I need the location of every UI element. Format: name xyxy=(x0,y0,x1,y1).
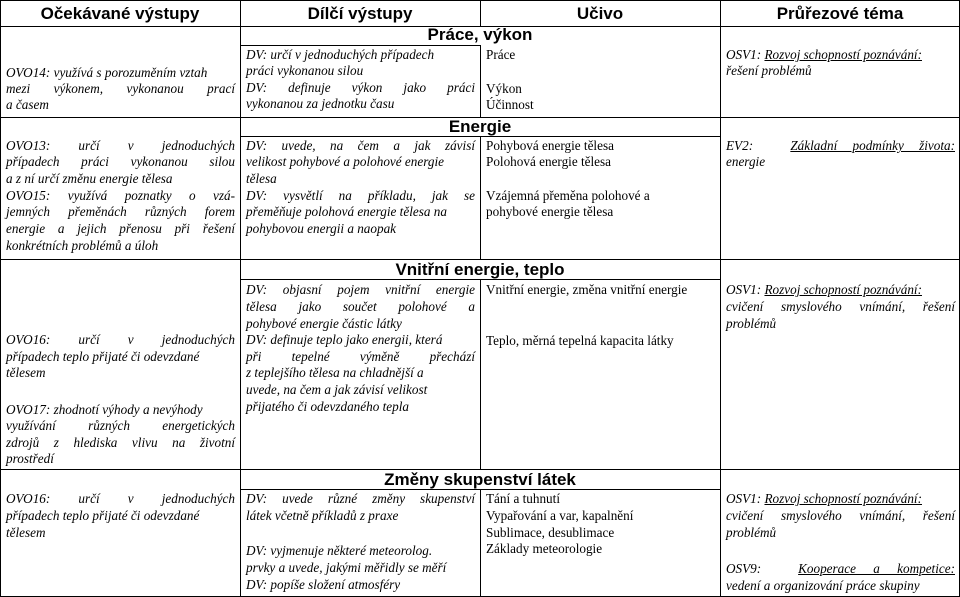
dv-text-line: DV: definuje teplo jako energii, která xyxy=(246,332,443,347)
section-title-divider xyxy=(240,45,481,46)
topic-code: EV2: xyxy=(726,138,754,153)
dv-text-line: DV: objasní pojem vnitřní energie xyxy=(246,282,475,297)
dv-text-line: DV: definuje výkon jako práci xyxy=(246,80,475,95)
column-divider xyxy=(720,0,721,597)
ucivo-item: Teplo, měrná tepelná kapacita látky xyxy=(486,333,674,348)
topic-detail: cvičení smyslového vnímání, řešení xyxy=(726,508,955,523)
ovo-text-line: tělesem xyxy=(6,365,46,380)
section-title-work-power: Práce, výkon xyxy=(427,25,533,44)
dv-text-line: DV: popíše složení atmosféry xyxy=(246,577,401,592)
dv-text-line: vykonanou za jednotku času xyxy=(246,96,395,111)
dv-text-line: DV: uvede různé změny skupenství xyxy=(246,491,475,506)
topic-code: OSV1: xyxy=(726,282,762,297)
header-curriculum: Učivo xyxy=(576,4,624,23)
dv-text-line: pohybovou energii a naopak xyxy=(246,221,397,236)
topic-detail: problémů xyxy=(726,316,777,331)
topic-detail: vedení a organizování práce skupiny xyxy=(726,578,920,593)
crosscutting-topic xyxy=(726,282,922,298)
dv-text-line: velikost pohybové a polohové energie xyxy=(246,154,444,169)
ucivo-item: Výkon xyxy=(486,81,522,96)
ovo-text-line: případech teplo přijaté či odevzdané xyxy=(6,349,200,364)
column-divider xyxy=(480,489,481,597)
topic-detail: řešení problémů xyxy=(726,63,812,78)
crosscutting-topic xyxy=(726,138,955,154)
column-divider xyxy=(480,45,481,118)
crosscutting-topic-2 xyxy=(726,561,955,577)
dv-text-line: přeměňuje polohová energie tělesa na xyxy=(246,204,447,219)
ucivo-item: Práce xyxy=(486,47,516,62)
ovo-text-line: využívání různých energetických xyxy=(6,418,235,433)
ucivo-item: Pohybová energie tělesa xyxy=(486,138,614,153)
ovo-text-line: jemných přeměnách různých forem xyxy=(6,204,235,219)
dv-text-line: přijatého či odevzdaného tepla xyxy=(246,399,409,414)
ovo-text-line: tělesem xyxy=(6,525,46,540)
dv-text-line: práci vykonanou silou xyxy=(246,63,364,78)
dv-text-line: uvede, na čem a jak závisí velikost xyxy=(246,382,428,397)
dv-text-line: DV: vysvětlí na příkladu, jak se xyxy=(246,188,475,203)
dv-text-line: DV: vyjmenuje některé meteorolog. xyxy=(246,543,433,558)
ovo-text-line: zdrojů z hlediska vlivu na životní xyxy=(6,435,235,450)
column-divider xyxy=(480,279,481,470)
ucivo-item: Sublimace, desublimace xyxy=(486,525,615,540)
column-divider xyxy=(480,136,481,260)
dv-text-line: při tepelné výměně přechází xyxy=(246,349,475,364)
ovo-text-line: energie a jejich přenosu při řešení xyxy=(6,221,235,236)
ucivo-item: Vnitřní energie, změna vnitřní energie xyxy=(486,282,688,297)
crosscutting-topic xyxy=(726,47,922,63)
topic-link[interactable]: Základní podmínky života: xyxy=(790,138,955,153)
ovo-text-line: a časem xyxy=(6,97,49,112)
topic-detail: cvičení smyslového vnímání, řešení xyxy=(726,299,955,314)
dv-text-line: tělesa jako součet polohové a xyxy=(246,299,475,314)
ovo-text-line: OVO14: využívá s porozuměním vztah xyxy=(6,65,208,80)
ovo-text-line: konkrétních problémů a úloh xyxy=(6,238,159,253)
ovo-text-line: prostředí xyxy=(6,451,54,466)
topic-code: OSV9: xyxy=(726,561,762,576)
topic-link[interactable]: Rozvoj schopností poznávání: xyxy=(764,282,922,297)
topic-detail: energie xyxy=(726,154,766,169)
topic-detail: problémů xyxy=(726,525,777,540)
ovo-text-line: případech práci vykonanou silou xyxy=(6,154,235,169)
ucivo-item: pohybové energie tělesa xyxy=(486,204,614,219)
dv-text-line: DV: uvede, na čem a jak závisí xyxy=(246,138,475,153)
section-title-internal-energy: Vnitřní energie, teplo xyxy=(395,260,565,279)
ucivo-item: Vypařování a var, kapalnění xyxy=(486,508,634,523)
table-border-left xyxy=(0,0,1,597)
ovo-text-line: a z ní určí změnu energie tělesa xyxy=(6,171,173,186)
crosscutting-topic xyxy=(726,491,922,507)
ovo-text-line: OVO13: určí v jednoduchých xyxy=(6,138,235,153)
ucivo-item: Účinnost xyxy=(486,97,534,112)
ovo-text-line: OVO16: určí v jednoduchých xyxy=(6,491,235,506)
ovo-text-line: mezi výkonem, vykonanou prací xyxy=(6,81,235,96)
dv-text-line: z teplejšího tělesa na chladnější a xyxy=(246,365,424,380)
topic-link[interactable]: Rozvoj schopností poznávání: xyxy=(764,491,922,506)
dv-text-line: látek včetně příkladů z praxe xyxy=(246,508,399,523)
dv-text-line: prvky a uvede, jakými měřidly se měří xyxy=(246,560,447,575)
topic-link[interactable]: Kooperace a kompetice: xyxy=(798,561,955,576)
ovo-text-line: OVO17: zhodnotí výhody a nevýhody xyxy=(6,402,203,417)
topic-code: OSV1: xyxy=(726,47,762,62)
dv-text-line: DV: určí v jednoduchých případech xyxy=(246,47,435,62)
ucivo-item: Základy meteorologie xyxy=(486,541,603,556)
header-expected-outcomes: Očekávané výstupy xyxy=(40,4,200,23)
topic-code: OSV1: xyxy=(726,491,762,506)
section-title-state-changes: Změny skupenství látek xyxy=(384,470,576,489)
section-title-energy: Energie xyxy=(448,117,512,136)
ovo-text-line: OVO16: určí v jednoduchých xyxy=(6,332,235,347)
dv-text-line: tělesa xyxy=(246,171,277,186)
header-partial-outcomes: Dílčí výstupy xyxy=(307,4,413,23)
ovo-text-line: OVO15: využívá poznatky o vzá- xyxy=(6,188,235,203)
column-divider xyxy=(240,0,241,597)
ucivo-item: Tání a tuhnutí xyxy=(486,491,560,506)
ovo-text-line: případech teplo přijaté či odevzdané xyxy=(6,508,200,523)
ucivo-item: Vzájemná přeměna polohové a xyxy=(486,188,650,203)
dv-text-line: pohybové energie částic látky xyxy=(246,316,402,331)
ucivo-item: Polohová energie tělesa xyxy=(486,154,611,169)
topic-link[interactable]: Rozvoj schopností poznávání: xyxy=(764,47,922,62)
header-crosscutting-topic: Průřezové téma xyxy=(776,4,904,23)
